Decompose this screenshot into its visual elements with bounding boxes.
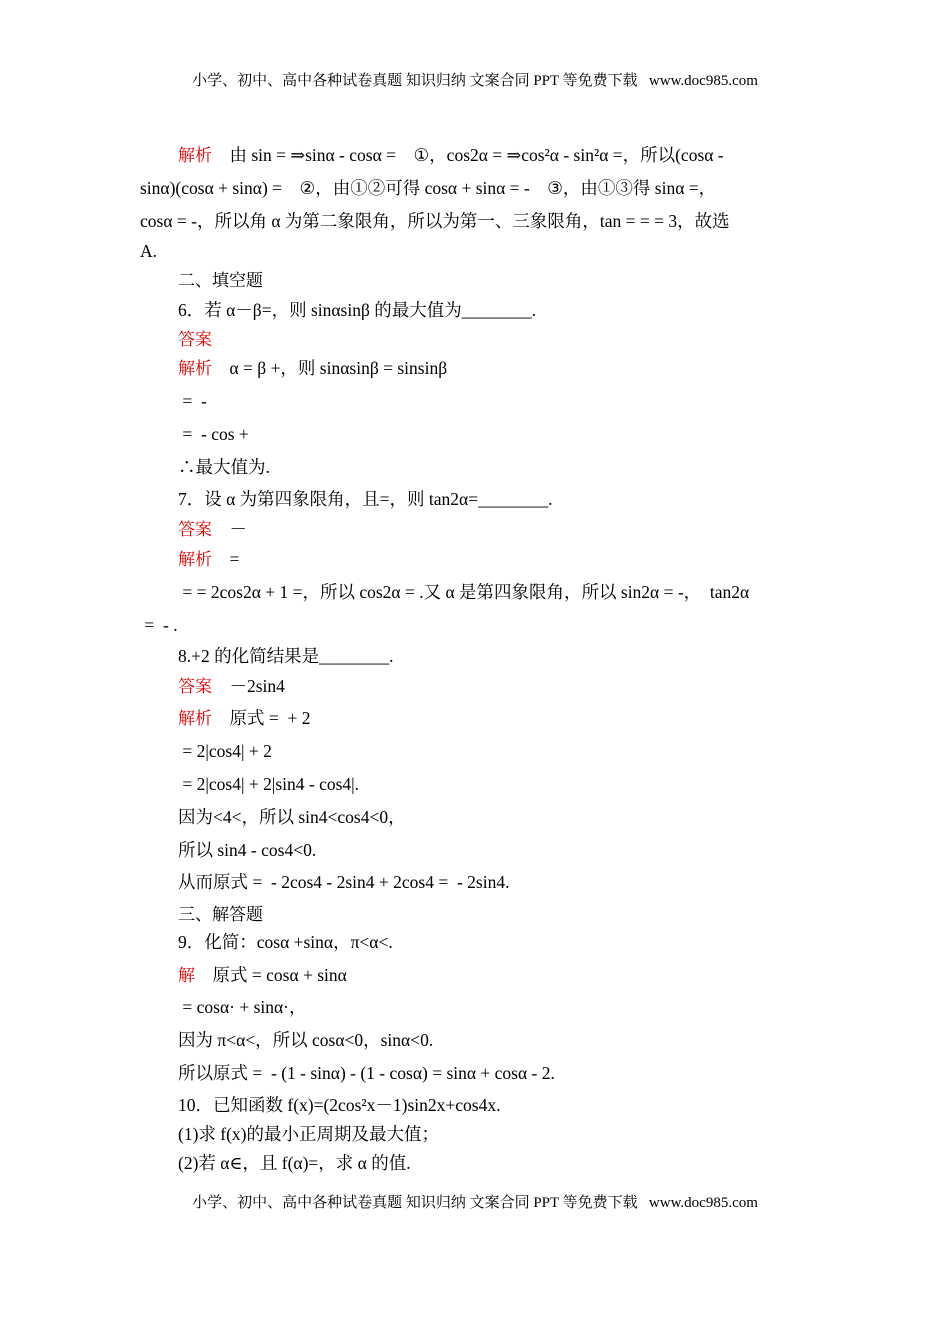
text-line	[178, 1030, 433, 1050]
text-line	[178, 646, 394, 666]
text-segment: sinα)(cosα + sinα) = ②，由①②可得 cosα + sinα = - ③，由①③得 sinα =，	[140, 178, 717, 198]
text-line	[178, 708, 311, 729]
text-line	[178, 741, 272, 761]
text-segment: cosα = -，所以角 α 为第二象限角，所以为第一、三象限角，tan = = = 3，故选	[140, 211, 730, 231]
text-line	[140, 615, 178, 635]
text-line	[178, 840, 316, 860]
text-segment: 6．若 α－β=，则 sinαsinβ 的最大值为________.	[178, 300, 537, 320]
text-line	[178, 1153, 411, 1173]
text-line	[178, 582, 749, 602]
text-segment: 10．已知函数 f(x)=(2cos²x－1)sin2x+cos4x.	[178, 1095, 501, 1115]
text-line	[178, 1124, 439, 1144]
text-segment: (2)若 α∈，且 f(α)=，求 α 的值.	[178, 1153, 411, 1173]
text-line	[178, 904, 263, 925]
text-segment: ∴最大值为.	[178, 457, 270, 477]
text-segment: = 2|cos4| + 2	[178, 741, 272, 761]
text-segment: 从而原式 = - 2cos4 - 2sin4 + 2cos4 = - 2sin4.	[178, 872, 510, 892]
text-segment: = cosα· + sinα·，	[178, 997, 307, 1017]
text-line	[178, 1063, 555, 1083]
section-label: 答案	[178, 330, 212, 350]
text-segment: 由 sin = ⇒sinα - cosα = ①，cos2α = ⇒cos²α - sin²α =，所以(cosα -	[212, 145, 724, 165]
text-line	[178, 1095, 500, 1115]
text-line	[178, 965, 347, 986]
section-label: 答案	[178, 520, 212, 540]
text-segment: 二、填空题	[178, 271, 263, 291]
text-segment: 8.+2 的化简结果是________.	[178, 646, 394, 666]
text-line	[178, 872, 509, 892]
section-label: 答案	[178, 677, 212, 697]
text-segment: α = β +，则 sinαsinβ = sinsinβ	[212, 358, 448, 378]
text-line	[178, 391, 207, 411]
text-segment: 所以 sin4 - cos4<0.	[178, 840, 317, 860]
text-segment: = - .	[140, 615, 178, 635]
text-line	[178, 424, 249, 444]
text-segment: = - cos +	[178, 424, 249, 444]
text-segment: =	[212, 549, 240, 569]
text-line	[178, 676, 285, 697]
section-label: 解析	[178, 550, 212, 570]
text-line	[178, 774, 359, 794]
text-segment: 7．设 α 为第四象限角，且=，则 tan2α=________.	[178, 489, 553, 509]
text-segment: (1)求 f(x)的最小正周期及最大值；	[178, 1124, 440, 1144]
text-line	[178, 329, 212, 350]
text-line	[140, 241, 157, 261]
text-line	[178, 457, 270, 477]
text-segment: 因为 π<α<，所以 cosα<0，sinα<0.	[178, 1030, 434, 1050]
text-line	[178, 489, 552, 509]
text-segment: 所以原式 = - (1 - sinα) - (1 - cosα) = sinα + cosα - 2.	[178, 1063, 555, 1083]
text-segment: A.	[140, 241, 158, 261]
text-segment: = = 2cos2α + 1 =，所以 cos2α = .又 α 是第四象限角，所以 sin2α = -， tan2α	[178, 582, 750, 602]
section-label: 解	[178, 966, 195, 986]
text-line	[178, 519, 247, 540]
text-segment: －2sin4	[212, 676, 285, 696]
page-footer: 小学、初中、高中各种试卷真题 知识归纳 文案合同 PPT 等免费下载 www.doc985.com	[192, 1195, 758, 1211]
text-segment: = -	[178, 391, 207, 411]
text-line	[178, 270, 263, 291]
section-label: 解析	[178, 359, 212, 379]
text-line	[178, 807, 406, 827]
text-segment: 三、解答题	[178, 905, 263, 925]
text-segment: 9．化简：cosα +sinα，π<α<.	[178, 932, 393, 952]
text-line	[178, 145, 724, 166]
section-label: 解析	[178, 709, 212, 729]
text-segment: 原式 = cosα + sinα	[195, 965, 347, 985]
text-line	[178, 358, 447, 379]
section-label: 解析	[178, 146, 212, 166]
text-line	[140, 178, 716, 198]
text-segment: 因为<4<，所以 sin4<cos4<0，	[178, 807, 406, 827]
text-line	[140, 211, 730, 231]
text-segment: = 2|cos4| + 2|sin4 - cos4|.	[178, 774, 360, 794]
text-segment: －	[212, 519, 247, 539]
page-header: 小学、初中、高中各种试卷真题 知识归纳 文案合同 PPT 等免费下载 www.doc985.com	[192, 73, 758, 89]
text-line	[178, 300, 536, 320]
text-line	[178, 932, 393, 952]
text-line	[178, 549, 239, 570]
text-segment: 原式 = + 2	[212, 708, 311, 728]
text-line	[178, 997, 306, 1017]
